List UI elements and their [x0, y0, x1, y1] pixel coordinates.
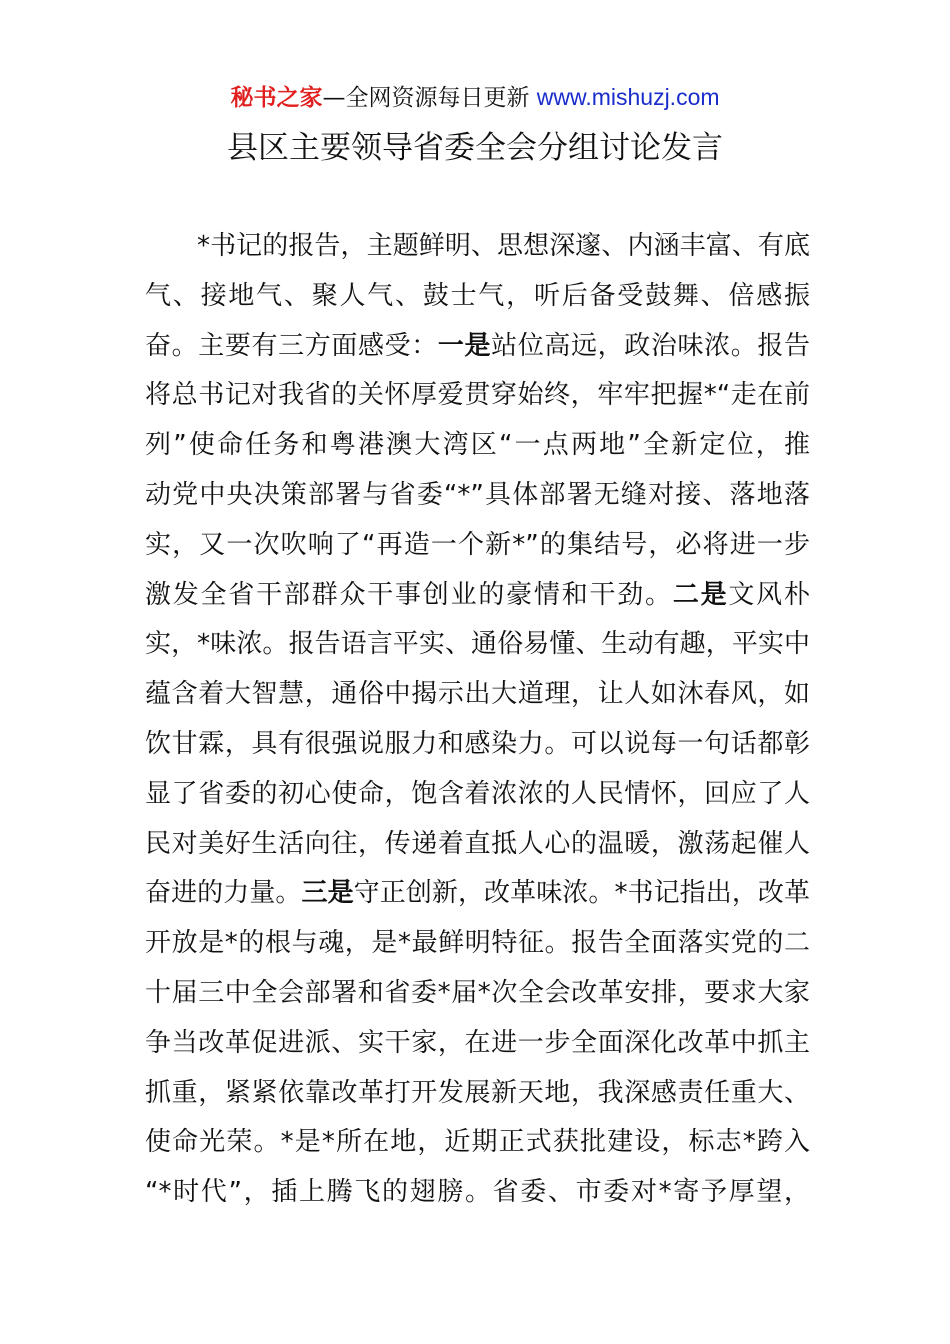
text-line	[145, 1019, 810, 1069]
text-line	[145, 421, 810, 471]
text-line	[145, 471, 810, 521]
text-line	[145, 770, 810, 820]
line-text: 守正创新，改革味浓。*书记指出，改革	[353, 878, 810, 909]
text-line	[145, 670, 810, 720]
line-text: *书记的报告，主题鲜明、思想深邃、内涵丰富、有底	[197, 231, 810, 261]
line-text: 实，*味浓。报告语言平实、通俗易懂、生动有趣，平实中	[145, 629, 810, 660]
page-header	[0, 82, 950, 113]
text-line	[145, 1168, 810, 1218]
line-text: 激发全省干部群众干事创业的豪情和干劲。	[145, 579, 673, 610]
text-line	[145, 322, 810, 372]
text-line	[145, 620, 810, 670]
text-line	[145, 272, 810, 322]
line-text: 动党中央决策部署与省委“*”具体部署无缝对接、落地落	[145, 479, 810, 510]
header-brand: 秘书之家	[230, 85, 323, 111]
text-line	[145, 521, 810, 571]
line-text: 抓重，紧紧依靠改革打开发展新天地，我深感责任重大、	[145, 1077, 810, 1108]
text-line	[145, 1118, 810, 1168]
header-tagline: —全网资源每日更新	[322, 85, 530, 111]
line-text: 站位高远，政治味浓。报告	[491, 330, 810, 361]
text-line	[145, 720, 810, 770]
document-title: 县区主要领导省委全会分组讨论发言	[227, 130, 723, 166]
line-text: 列”使命任务和粤港澳大湾区“一点两地”全新定位，推	[145, 430, 810, 461]
text-line	[145, 371, 810, 421]
line-text: 奋。主要有三方面感受：	[145, 330, 438, 361]
body-paragraph	[145, 222, 810, 1218]
line-text: 将总书记对我省的关怀厚爱贯穿始终，牢牢把握*“走在前	[145, 380, 810, 411]
line-text: 实，又一次吹响了“再造一个新*”的集结号，必将进一步	[145, 529, 810, 560]
text-line	[145, 1069, 810, 1119]
text-line	[145, 969, 810, 1019]
text-line	[145, 919, 810, 969]
line-text: 文风朴	[728, 579, 810, 610]
bold-marker: 一是	[437, 330, 492, 361]
text-line	[145, 869, 810, 919]
text-line	[145, 820, 810, 870]
bold-marker: 三是	[301, 878, 354, 909]
bold-marker: 二是	[672, 579, 729, 610]
line-text: 使命光荣。*是*所在地，近期正式获批建设，标志*跨入	[145, 1127, 810, 1158]
line-text: 民对美好生活向往，传递着直抵人心的温暖，激荡起催人	[145, 828, 810, 859]
line-text: 争当改革促进派、实干家，在进一步全面深化改革中抓主	[145, 1027, 810, 1058]
line-text: 蕴含着大智慧，通俗中揭示出大道理，让人如沐春风，如	[145, 679, 810, 710]
line-text: 开放是*的根与魂，是*最鲜明特征。报告全面落实党的二	[145, 928, 810, 959]
line-text: 气、接地气、聚人气、鼓士气，听后备受鼓舞、倍感振	[145, 280, 810, 311]
line-text: 显了省委的初心使命，饱含着浓浓的人民情怀，回应了人	[145, 778, 810, 809]
line-text: 奋进的力量。	[145, 878, 302, 909]
line-text: 十届三中全会部署和省委*届*次全会改革安排，要求大家	[145, 977, 810, 1008]
line-text: “*时代”，插上腾飞的翅膀。省委、市委对*寄予厚望，	[145, 1177, 810, 1208]
header-url-link[interactable]: www.mishuzj.com	[536, 84, 720, 110]
text-line	[145, 571, 810, 621]
text-line	[145, 222, 810, 272]
line-text: 饮甘霖，具有很强说服力和感染力。可以说每一句话都彰	[145, 728, 810, 759]
